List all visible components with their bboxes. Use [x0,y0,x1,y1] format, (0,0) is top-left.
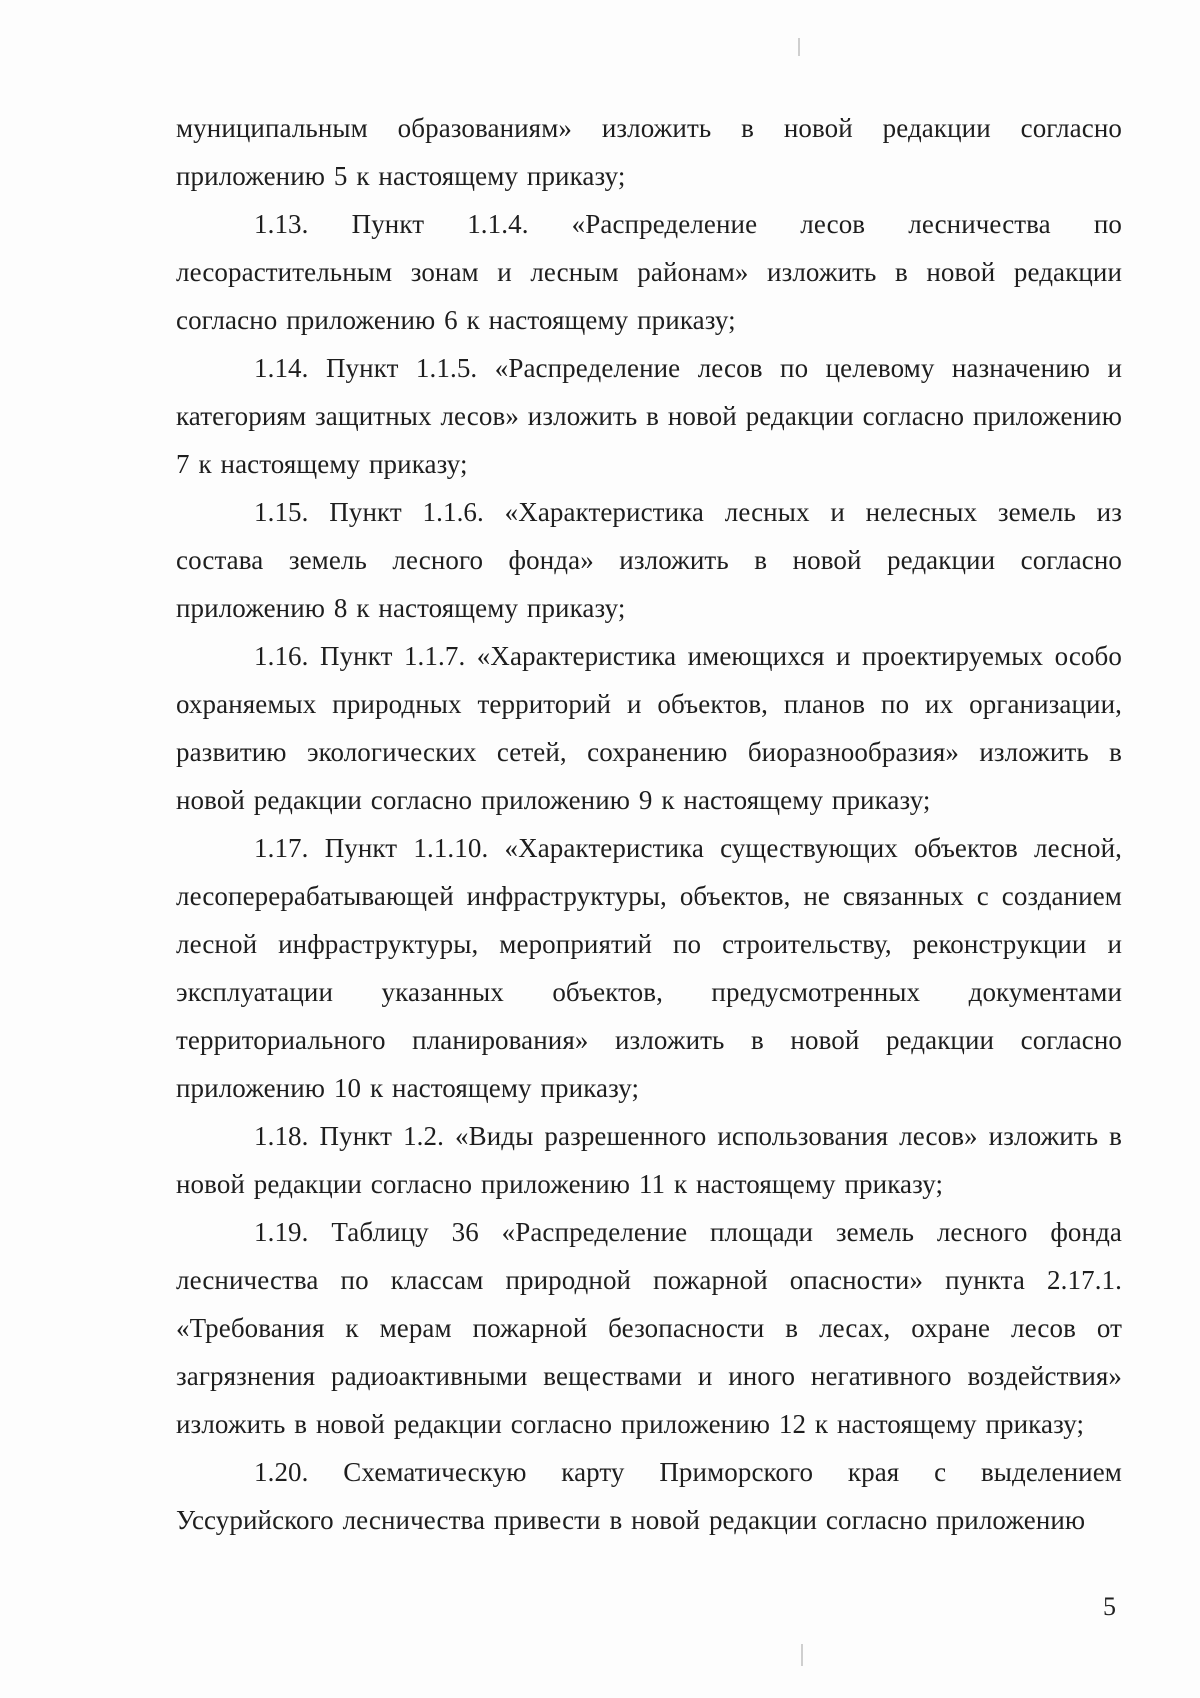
scan-artifact-bottom [801,1644,803,1666]
paragraph-1-17: 1.17. Пункт 1.1.10. «Характеристика существующих объектов лесной, лесоперерабатывающей инфраструктуры, объектов, не связанных с созданием лесной инфраструктуры, мероприятий по строительству, реконструкции и эксплуатации указанных объектов, предусмотренных документами территориального планирования» изложить в новой редакции согласно приложению 10 к настоящему приказу; [176,833,1122,1103]
paragraph-1-15: 1.15. Пункт 1.1.6. «Характеристика лесных и нелесных земель из состава земель лесного фонда» изложить в новой редакции согласно приложению 8 к настоящему приказу; [176,497,1122,623]
paragraph-1-18: 1.18. Пункт 1.2. «Виды разрешенного использования лесов» изложить в новой редакции согласно приложению 11 к настоящему приказу; [176,1121,1122,1199]
paragraph-1-20: 1.20. Схематическую карту Приморского края с выделением Уссурийского лесничества привести в новой редакции согласно приложению [176,1457,1122,1535]
paragraph-1-13: 1.13. Пункт 1.1.4. «Распределение лесов лесничества по лесорастительным зонам и лесным районам» изложить в новой редакции согласно приложению 6 к настоящему приказу; [176,209,1122,335]
document-body [176,104,1122,1544]
page-number: 5 [1103,1592,1116,1621]
paragraph-1-14: 1.14. Пункт 1.1.5. «Распределение лесов по целевому назначению и категориям защитных лесов» изложить в новой редакции согласно приложению 7 к настоящему приказу; [176,353,1122,479]
scan-artifact-top [798,38,800,56]
paragraph-continuation: муниципальным образованиям» изложить в новой редакции согласно приложению 5 к настоящему приказу; [176,113,1122,191]
paragraph-1-19: 1.19. Таблицу 36 «Распределение площади земель лесного фонда лесничества по классам природной пожарной опасности» пункта 2.17.1. «Требования к мерам пожарной безопасности в лесах, охране лесов от загрязнения радиоактивными веществами и иного негативного воздействия» изложить в новой редакции согласно приложению 12 к настоящему приказу; [176,1217,1122,1439]
paragraph-1-16: 1.16. Пункт 1.1.7. «Характеристика имеющихся и проектируемых особо охраняемых природных территорий и объектов, планов по их организации, развитию экологических сетей, сохранению биоразнообразия» изложить в новой редакции согласно приложению 9 к настоящему приказу; [176,641,1122,815]
